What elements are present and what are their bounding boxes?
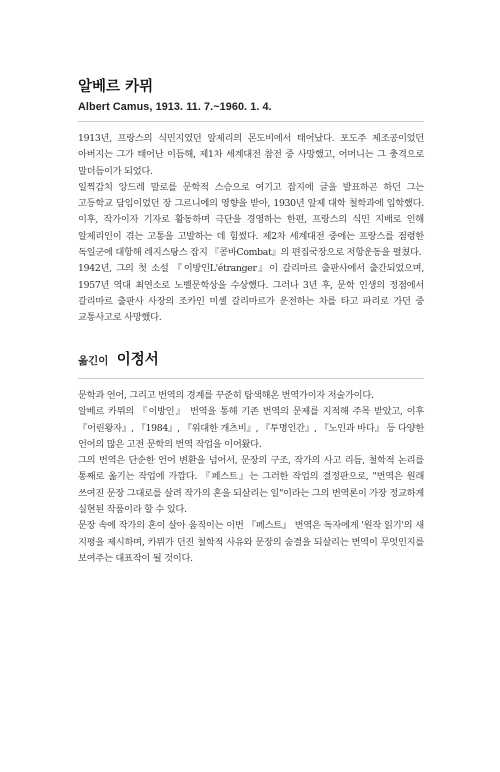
translator-section xyxy=(78,347,424,567)
translator-heading xyxy=(78,347,424,370)
translator-paragraph: 알베르 카뮈의 『이방인』 번역을 통해 기존 번역의 문제를 지적해 주목 받았고, 이후 『어린왕자』, 『1984』, 『위대한 개츠비』, 『투명인간』, 『노인과 바다』 등 다양한 언어의 많은 고전 문학의 번역 작업을 이어왔다. xyxy=(78,406,424,450)
author-dates: Albert Camus, 1913. 11. 7.~1960. 1. 4. xyxy=(78,101,272,113)
author-paragraph: 일찍감치 앙드레 말로를 문학적 스승으로 여기고 잡지에 글을 발표하곤 하던 그는 고등학교 담임이었던 장 그르니에의 영향을 받아, 1930년 알제 대학 철학과에 입학했다. 이후, 작가이자 기자로 활동하며 극단을 경영하는 한편, 프랑스의 식민 지배로 인해 알제리인이 겪는 고통을 고발하는 데 힘썼다. 제2차 세계대전 중에는 프랑스를 점령한 독일군에 대항해 레지스탕스 잡지 『콩바Combat』의 편집국장으로 저항운동을 펼쳤다. xyxy=(78,181,424,259)
author-section xyxy=(78,78,424,327)
translator-paragraph: 문장 속에 작가의 혼이 살아 움직이는 이번 『페스트』 번역은 독자에게 '원작 읽기'의 새 지평을 제시하며, 카뮈가 던진 철학적 사유와 문장의 숨결을 되살리는 번역이 무엇인지를 보여주는 대표작이 될 것이다. xyxy=(78,520,424,564)
divider xyxy=(78,121,424,122)
author-paragraph: 1942년, 그의 첫 소설 『이방인L'étranger』이 갈리마르 출판사에서 출간되었으며, 1957년 역대 최연소로 노벨문학상을 수상했다. 그러나 3년 후, 문학 인생의 정점에서 갈리마르 출판사 사장의 조카인 미셸 갈리마르가 운전하는 차를 타고 파리로 가던 중 교통사고로 사망했다. xyxy=(78,263,424,324)
author-paragraph: 1913년, 프랑스의 식민지였던 알제리의 몬도비에서 태어났다. 포도주 제조공이었던 아버지는 그가 태어난 이듬해, 제1차 세계대전 참전 중 사망했고, 어머니는 그 충격으로 말더듬이가 되었다. xyxy=(78,133,424,177)
translator-name: 이정서 xyxy=(116,352,159,368)
translator-role: 옮긴이 xyxy=(78,355,109,367)
translator-paragraph: 문학과 언어, 그리고 번역의 경계를 꾸준히 탐색해온 번역가이자 저술가이다. xyxy=(78,390,374,401)
translator-paragraph: 그의 번역은 단순한 언어 변환을 넘어서, 문장의 구조, 작가의 사고 리듬, 철학적 논리를 통째로 옮기는 작업에 가깝다. 『페스트』는 그러한 작업의 결정판으로, "번역은 원래 쓰여진 문장 그대로를 살려 작가의 혼을 되살리는 일"이라는 그의 번역론이 가장 정교하게 실현된 작품이라 할 수 있다. xyxy=(78,455,424,516)
divider xyxy=(78,378,424,379)
author-name: 알베르 카뮈 xyxy=(78,79,154,95)
